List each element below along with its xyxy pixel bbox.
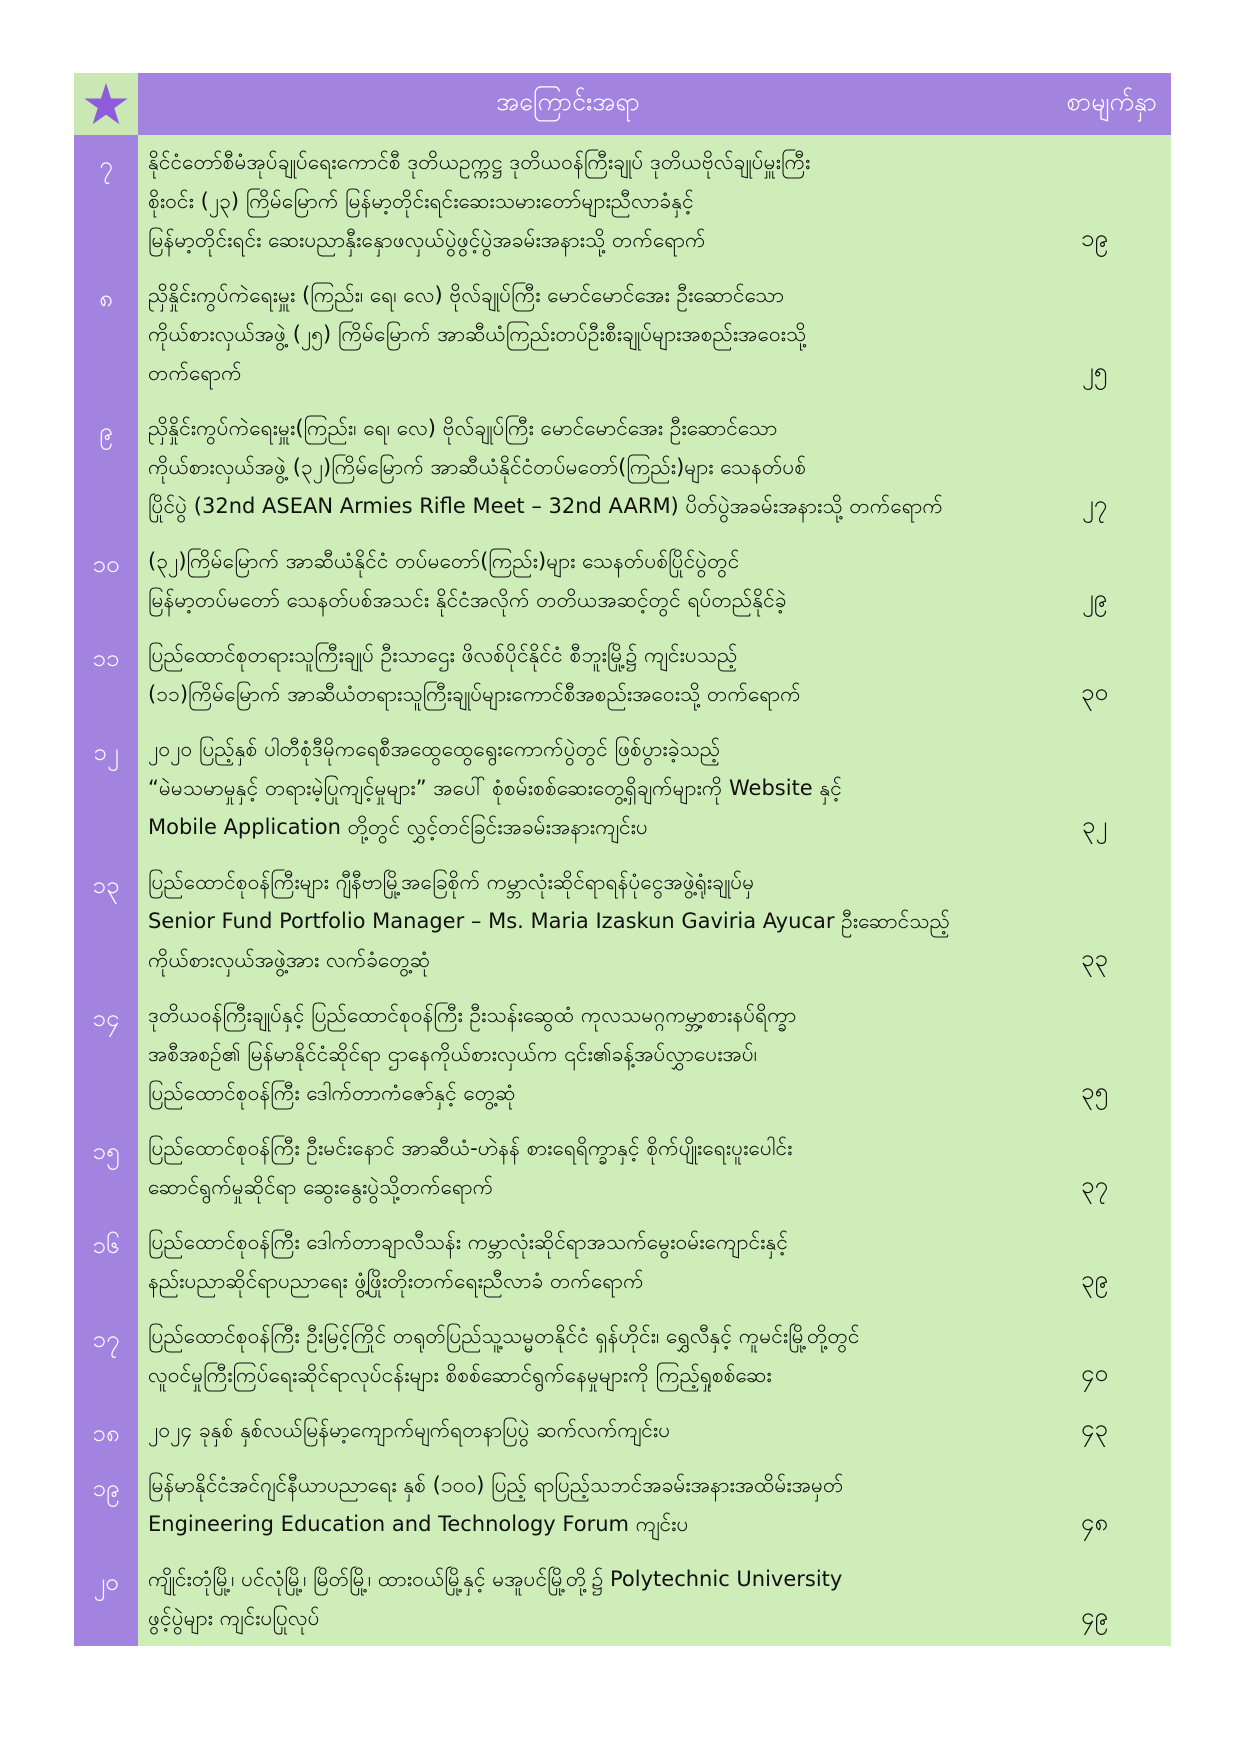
toc-entry[interactable] xyxy=(74,1458,1171,1552)
contents-heading: အကြောင်းအရာ xyxy=(496,86,640,116)
entry-title-line: “မဲမသမာမှုနှင့် တရားမဲ့ပြုကျင့်မှုများ” အပေါ် စုံစမ်းစစ်ဆေးတွေ့ရှိချက်များကို Website နှင့် xyxy=(148,776,842,800)
toc-entry[interactable] xyxy=(74,855,1171,988)
entry-body xyxy=(138,988,1171,1121)
entry-number: ၁၃ xyxy=(74,855,138,988)
entry-title-line: ပြည်ထောင်စုဝန်ကြီး ဦးမြင့်ကြိုင် တရုတ်ပြည်သူ့သမ္မတနိုင်ငံ ရှန်ဟိုင်း၊ ရွှေလီနှင့် ကူမင်းမြို့တို့တွင် xyxy=(148,1324,860,1348)
entry-body xyxy=(138,722,1171,855)
entry-title-line: ပြိုင်ပွဲ (32nd ASEAN Armies Rifle Meet – 32nd AARM) ပိတ်ပွဲအခမ်းအနားသို့ တက်ရောက် xyxy=(148,494,943,518)
entry-title xyxy=(148,1223,1018,1301)
entry-body xyxy=(138,1121,1171,1215)
entry-title xyxy=(148,1466,1018,1544)
entry-number: ၈ xyxy=(74,268,138,401)
entry-page-number: ၃၇ xyxy=(1081,1171,1108,1199)
entry-body xyxy=(138,855,1171,988)
entry-title-line: မြန်မာနိုင်ငံအင်ဂျင်နီယာပညာရေး နှစ် (၁၀၀) ပြည့် ရာပြည့်သဘင်အခမ်းအနားအထိမ်းအမှတ် xyxy=(148,1473,844,1497)
entry-body xyxy=(138,1215,1171,1309)
toc-entry[interactable] xyxy=(74,1403,1171,1458)
entry-body xyxy=(138,534,1171,628)
entry-page-number: ၄၈ xyxy=(1080,1508,1109,1536)
entry-title-line: ၂၀၂၀ ပြည့်နှစ် ပါတီစုံဒီမိုကရေစီအထွေထွေရွေးကောက်ပွဲတွင် ဖြစ်ပွားခဲ့သည့် xyxy=(148,737,721,761)
toc-entry[interactable] xyxy=(74,988,1171,1121)
entry-title-line: ဒုတိယဝန်ကြီးချုပ်နှင့် ပြည်ထောင်စုဝန်ကြီး ဦးသန်းဆွေထံ ကုလသမဂ္ဂကမ္ဘာ့စားနပ်ရိက္ခာ xyxy=(148,1003,797,1027)
entry-title-line: (၁၁)ကြိမ်မြောက် အာဆီယံတရားသူကြီးချုပ်များကောင်စီအစည်းအဝေးသို့ တက်ရောက် xyxy=(148,682,801,706)
entry-body xyxy=(138,1552,1171,1646)
entry-body xyxy=(138,1403,1171,1458)
entry-title xyxy=(148,143,1018,260)
entry-title xyxy=(148,1411,1018,1450)
star-icon xyxy=(83,81,129,127)
entry-page-number: ၃၅ xyxy=(1081,1077,1108,1105)
entry-title-line: Senior Fund Portfolio Manager – Ms. Maria Izaskun Gaviria Ayucar ဦးဆောင်သည့် xyxy=(148,909,950,933)
entry-title-line: ကိုယ်စားလှယ်အဖွဲ့ (၂၅) ကြိမ်မြောက် အာဆီယံကြည်းတပ်ဦးစီးချုပ်များအစည်းအဝေးသို့ xyxy=(148,322,807,346)
entry-title xyxy=(148,1129,1018,1207)
entry-number: ၁၆ xyxy=(74,1215,138,1309)
entry-title-line: ကိုယ်စားလှယ်အဖွဲ့ (၃၂)ကြိမ်မြောက် အာဆီယံနိုင်ငံတပ်မတော်(ကြည်း)များ သေနတ်ပစ် xyxy=(148,455,807,479)
star-cell xyxy=(74,73,138,135)
toc-entry[interactable] xyxy=(74,135,1171,268)
entry-title-line: Engineering Education and Technology Forum ကျင်းပ xyxy=(148,1512,689,1536)
entry-title xyxy=(148,730,1018,847)
entry-title xyxy=(148,1317,1018,1395)
entry-body xyxy=(138,135,1171,268)
entry-body xyxy=(138,268,1171,401)
entry-body xyxy=(138,401,1171,534)
header-band xyxy=(138,73,1171,135)
entry-page-number: ၄၉ xyxy=(1081,1602,1108,1630)
entry-title-line: ၂၀၂၄ ခုနှစ် နှစ်လယ်မြန်မာ့ကျောက်မျက်ရတနာပြပွဲ ဆက်လက်ကျင်းပ xyxy=(148,1418,671,1442)
entry-number: ၉ xyxy=(74,401,138,534)
entry-title xyxy=(148,996,1018,1113)
entry-title xyxy=(148,863,1018,980)
entry-title xyxy=(148,409,1018,526)
page-column-heading: စာမျက်နှာ xyxy=(1066,86,1157,116)
entry-title-line: နည်းပညာဆိုင်ရာပညာရေး ဖွံ့ဖြိုးတိုးတက်ရေးညီလာခံ တက်ရောက် xyxy=(148,1269,644,1293)
entry-title-line: ပြည်ထောင်စုဝန်ကြီး ဒေါက်တာချာလီသန်း ကမ္ဘာလုံးဆိုင်ရာအသက်မွေးဝမ်းကျောင်းနှင့် xyxy=(148,1230,788,1254)
entry-page-number: ၂၉ xyxy=(1081,584,1108,612)
entry-title xyxy=(148,1560,1018,1638)
entry-title-line: ပြည်ထောင်စုဝန်ကြီးများ ဂျီနီဗာမြို့အခြေစိုက် ကမ္ဘာလုံးဆိုင်ရာရန်ပုံငွေအဖွဲ့ရုံးချုပ်မှ xyxy=(148,870,755,894)
entry-page-number: ၃၀ xyxy=(1081,678,1108,706)
entry-page-number: ၃၃ xyxy=(1081,944,1108,972)
entry-title-line: (၃၂)ကြိမ်မြောက် အာဆီယံနိုင်ငံ တပ်မတော်(ကြည်း)များ သေနတ်ပစ်ပြိုင်ပွဲတွင် xyxy=(148,549,740,573)
entry-title-line: ကိုယ်စားလှယ်အဖွဲ့အား လက်ခံတွေ့ဆုံ xyxy=(148,948,431,972)
toc-entry[interactable] xyxy=(74,1552,1171,1646)
entry-title-line: ပြည်ထောင်စုတရားသူကြီးချုပ် ဦးသာဌေး ဖိလစ်ပိုင်နိုင်ငံ စီဘူးမြို့၌ ကျင်းပသည့် xyxy=(148,643,738,667)
entry-title xyxy=(148,636,1018,714)
toc-entry[interactable] xyxy=(74,1121,1171,1215)
entry-title-line: ပြည်ထောင်စုဝန်ကြီး ဦးမင်းနောင် အာဆီယံ-ဟဲနန် စားရေရိက္ခာနှင့် စိုက်ပျိုးရေးပူးပေါင်း xyxy=(148,1136,793,1160)
entry-title-line: မြန်မာ့တိုင်းရင်း ဆေးပညာနှီးနှောဖလှယ်ပွဲဖွင့်ပွဲအခမ်းအနားသို့ တက်ရောက် xyxy=(148,228,706,252)
entry-page-number: ၃၂ xyxy=(1081,811,1108,839)
entry-title-line: Mobile Application တို့တွင် လွှင့်တင်ခြင်းအခမ်းအနားကျင်းပ xyxy=(148,815,648,839)
entry-title xyxy=(148,276,1018,393)
toc-entry[interactable] xyxy=(74,628,1171,722)
entry-title-line: လူဝင်မှုကြီးကြပ်ရေးဆိုင်ရာလုပ်ငန်းများ စိစစ်ဆောင်ရွက်နေမှုများကို ကြည့်ရှုစစ်ဆေး xyxy=(148,1363,772,1387)
entry-page-number: ၄၃ xyxy=(1081,1414,1108,1442)
entry-body xyxy=(138,1309,1171,1403)
entry-number: ၇ xyxy=(74,135,138,268)
entry-title-line: ပြည်ထောင်စုဝန်ကြီး ဒေါက်တာကံဇော်နှင့် တွေ့ဆုံ xyxy=(148,1081,516,1105)
entry-number: ၁၉ xyxy=(74,1458,138,1552)
toc-entry[interactable] xyxy=(74,534,1171,628)
entry-title-line: မြန်မာ့တပ်မတော် သေနတ်ပစ်အသင်း နိုင်ငံအလိုက် တတိယအဆင့်တွင် ရပ်တည်နိုင်ခဲ့ xyxy=(148,588,787,612)
entry-number: ၁၄ xyxy=(74,988,138,1121)
toc-entry[interactable] xyxy=(74,722,1171,855)
entry-title-line: ဖွင့်ပွဲများ ကျင်းပပြုလုပ် xyxy=(148,1606,320,1630)
entry-number: ၁၁ xyxy=(74,628,138,722)
entry-title xyxy=(148,542,1018,620)
entry-number: ၁၇ xyxy=(74,1309,138,1403)
entry-title-line: အစီအစဉ်၏ မြန်မာနိုင်ငံဆိုင်ရာ ဌာနေကိုယ်စားလှယ်က ၎င်း၏ခန့်အပ်လွှာပေးအပ်၊ xyxy=(148,1042,758,1066)
entry-body xyxy=(138,628,1171,722)
entry-number: ၁၀ xyxy=(74,534,138,628)
entry-page-number: ၂၇ xyxy=(1081,490,1108,518)
entry-title-line: ညှိနှိုင်းကွပ်ကဲရေးမှူး (ကြည်း၊ ရေ၊ လေ) ဗိုလ်ချုပ်ကြီး မောင်မောင်အေး ဦးဆောင်သော xyxy=(148,283,785,307)
entry-page-number: ၁၉ xyxy=(1081,224,1108,252)
toc-header xyxy=(74,73,1171,135)
entry-title-line: စိုးဝင်း (၂၃) ကြိမ်မြောက် မြန်မာ့တိုင်းရင်းဆေးသမားတော်များညီလာခံနှင့် xyxy=(148,189,694,213)
entry-title-line: ဆောင်ရွက်မှုဆိုင်ရာ ဆွေးနွေးပွဲသို့တက်ရောက် xyxy=(148,1175,494,1199)
entry-title-line: တက်ရောက် xyxy=(148,361,242,385)
toc-entry[interactable] xyxy=(74,1215,1171,1309)
toc-entry[interactable] xyxy=(74,268,1171,401)
entry-number: ၂၀ xyxy=(74,1552,138,1646)
entry-title-line: ကျိုင်းတုံမြို့၊ ပင်လုံမြို့၊ မြိတ်မြို့၊ ထားဝယ်မြို့နှင့် မအူပင်မြို့တို့၌ Polytechnic University xyxy=(148,1567,843,1591)
entry-body xyxy=(138,1458,1171,1552)
table-of-contents xyxy=(74,73,1171,1646)
toc-entries xyxy=(74,135,1171,1646)
entry-title-line: နိုင်ငံတော်စီမံအုပ်ချုပ်ရေးကောင်စီ ဒုတိယဥက္ကဋ္ဌ ဒုတိယဝန်ကြီးချုပ် ဒုတိယဗိုလ်ချုပ်မှူးကြီး xyxy=(148,150,811,174)
entry-number: ၁၅ xyxy=(74,1121,138,1215)
entry-number: ၁၂ xyxy=(74,722,138,855)
entry-page-number: ၃၉ xyxy=(1081,1265,1108,1293)
entry-number: ၁၈ xyxy=(74,1403,138,1458)
entry-title-line: ညှိနှိုင်းကွပ်ကဲရေးမှူး(ကြည်း၊ ရေ၊ လေ) ဗိုလ်ချုပ်ကြီး မောင်မောင်အေး ဦးဆောင်သော xyxy=(148,416,778,440)
toc-entry[interactable] xyxy=(74,401,1171,534)
entry-page-number: ၂၅ xyxy=(1081,357,1108,385)
toc-entry[interactable] xyxy=(74,1309,1171,1403)
entry-page-number: ၄၀ xyxy=(1081,1359,1108,1387)
